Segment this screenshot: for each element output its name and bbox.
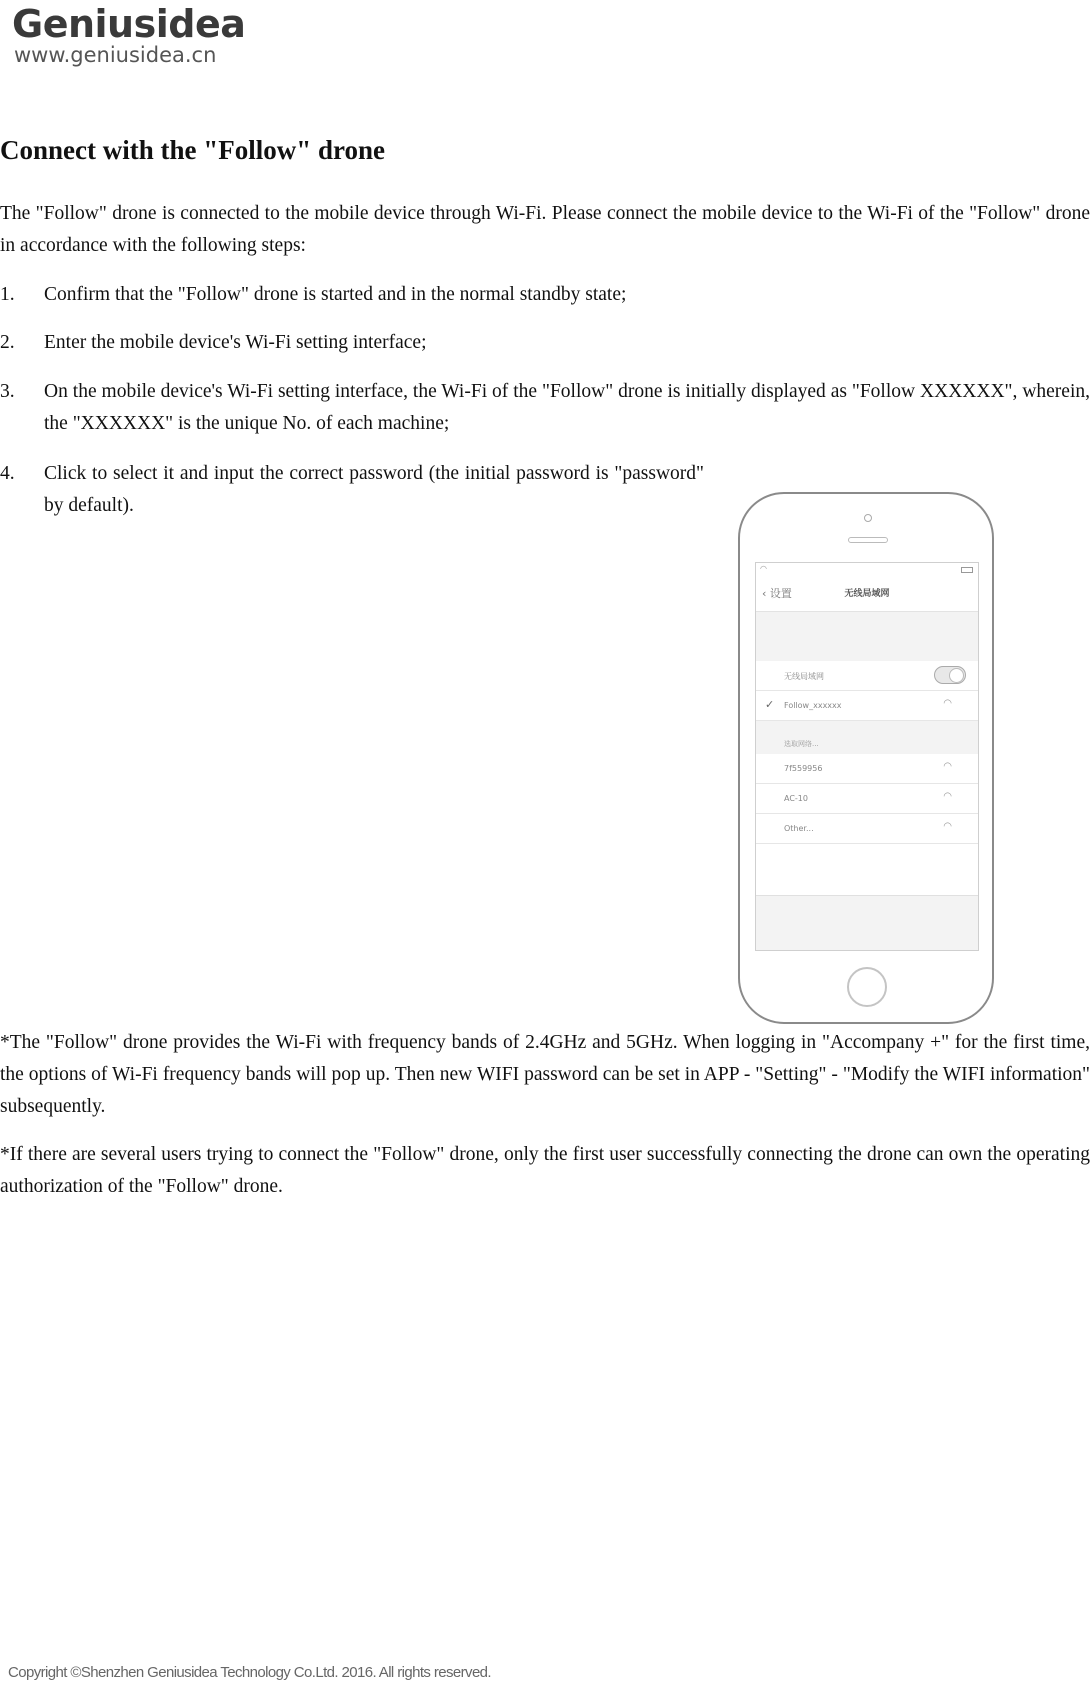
choose-network-header: 选取网络... [784, 740, 819, 748]
page-title: Connect with the "Follow" drone [0, 135, 385, 165]
connected-network-row[interactable] [756, 691, 978, 721]
network-name: Follow_xxxxxx [784, 701, 842, 710]
step-number: 3. [0, 381, 15, 402]
step-number: 4. [0, 463, 15, 484]
status-bar [756, 563, 978, 577]
step-text: Confirm that the "Follow" drone is started and in the normal standby state; [44, 284, 627, 305]
speaker-slot [848, 537, 888, 543]
step-text: Click to select it and input the correct password (the initial password is "password" by default). [44, 463, 704, 516]
back-button[interactable]: ‹ 设置 [762, 587, 792, 600]
wifi-signal-icon: ◠ [943, 698, 952, 709]
network-row[interactable] [756, 754, 978, 784]
copyright-footer: Copyright ©Shenzhen Geniusidea Technology Co.Ltd. 2016. All rights reserved. [8, 1664, 491, 1681]
checkmark-icon: ✓ [765, 698, 775, 711]
logo-name: Geniusidea [12, 2, 246, 46]
phone-illustration [738, 492, 994, 1024]
wifi-icon: ◠ [760, 564, 767, 573]
step-1 [0, 279, 1090, 311]
note-authorization: *If there are several users trying to connect the "Follow" drone, only the first user successfully connecting the drone can own the operating authorization of the "Follow" drone. [0, 1144, 1090, 1197]
back-label: 设置 [769, 587, 792, 600]
wifi-signal-icon: ◠ [943, 791, 952, 802]
note-frequency-bands: *The "Follow" drone provides the Wi-Fi with frequency bands of 2.4GHz and 5GHz. When logging in "Accompany +" for the first time, the options of Wi-Fi frequency bands will pop up. Then new WIFI password can be set in APP - "Setting" - "Modify the WIFI information" subsequently. [0, 1032, 1090, 1117]
camera-icon [864, 514, 872, 522]
battery-icon [961, 567, 973, 573]
step-4 [0, 458, 704, 522]
wifi-signal-icon: ◠ [943, 821, 952, 832]
network-name: Other... [784, 824, 814, 833]
wifi-signal-icon: ◠ [943, 761, 952, 772]
nav-bar [756, 577, 978, 612]
intro-paragraph: The "Follow" drone is connected to the mobile device through Wi-Fi. Please connect the mobile device to the Wi-Fi of the "Follow" drone in accordance with the following steps: [0, 203, 1090, 256]
wlan-label: 无线局域网 [784, 672, 824, 681]
step-number: 2. [0, 332, 15, 353]
step-text: Enter the mobile device's Wi-Fi setting interface; [44, 332, 427, 353]
wlan-toggle[interactable] [934, 666, 966, 684]
network-name: 7f559956 [784, 764, 823, 773]
network-row[interactable] [756, 814, 978, 844]
step-3 [0, 376, 1090, 440]
network-name: AC-10 [784, 794, 808, 803]
step-number: 1. [0, 284, 15, 305]
step-text: On the mobile device's Wi-Fi setting interface, the Wi-Fi of the "Follow" drone is initially displayed as "Follow XXXXXX", wherein, the "XXXXXX" is the unique No. of each machine; [44, 381, 1090, 434]
home-button [847, 967, 887, 1007]
nav-title: 无线局域网 [844, 589, 890, 599]
logo-url: www.geniusidea.cn [14, 43, 217, 67]
wifi-settings-screen [755, 562, 979, 951]
company-logo [12, 2, 245, 66]
wlan-toggle-row [756, 661, 978, 691]
step-2 [0, 327, 1090, 359]
network-row[interactable] [756, 784, 978, 814]
blank-area [756, 844, 978, 896]
